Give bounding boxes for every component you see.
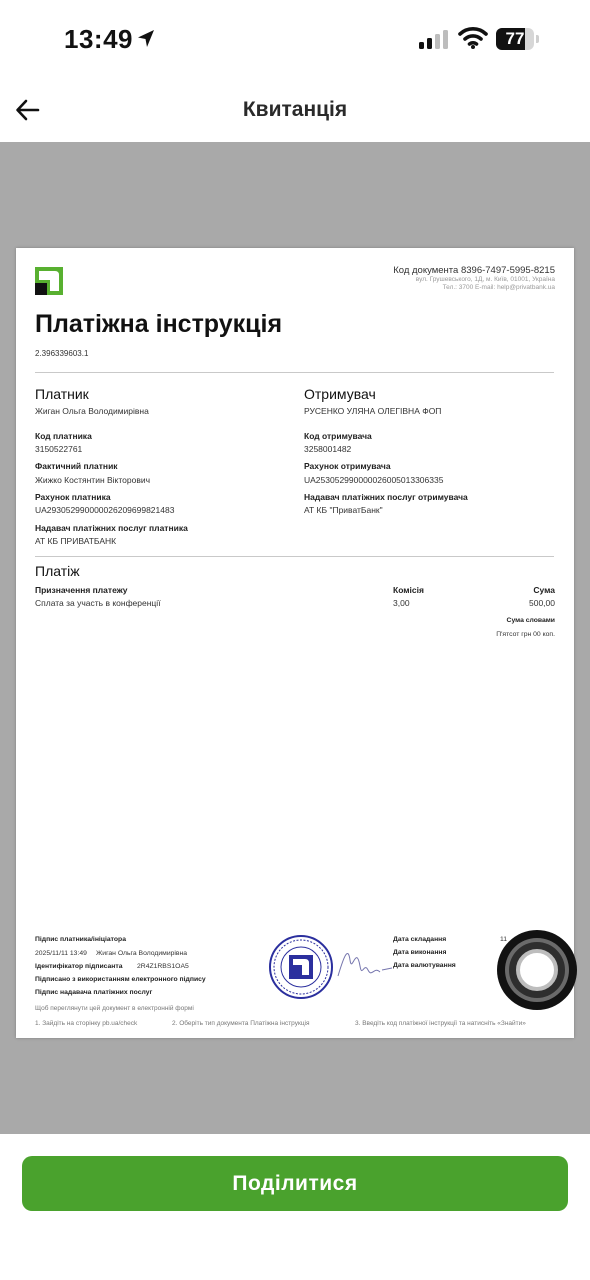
payer-provider: АТ КБ ПРИВАТБАНК [35,536,117,546]
payer-code: 3150522761 [35,444,83,454]
amount-value: 500,00 [529,598,555,608]
battery-cap [536,35,539,43]
page-title: Квитанція [242,98,348,121]
battery-icon [496,28,540,50]
recipient-provider: АТ КБ "ПриватБанк" [304,505,383,515]
divider [35,372,554,373]
instructions-intro: Щоб переглянути цей документ в електронній формі [35,1005,194,1012]
payer-name: Жиган Ольга Володимирівна [35,406,149,416]
assistive-touch-ring-mid [509,942,565,998]
signer-id-label: Ідентифікатор підписанта [35,963,123,970]
location-arrow-icon [136,28,156,50]
fee-value: 3,00 [393,598,410,608]
amount-label: Сума [533,585,555,595]
nav-bar [0,80,590,142]
assistive-touch-button[interactable] [497,930,577,1010]
document-title: Платіжна інструкція [35,310,283,338]
payer-account: UA293052990000026209699821483 [35,505,175,515]
battery-body [496,28,534,50]
amount-words-value: П'ятсот грн 00 коп. [496,631,555,638]
date-executed-label: Дата виконання [393,949,447,956]
instructions-step-3: 3. Введіть код платіжної інструкції та натисніть «Знайти» [355,1020,526,1027]
signer-name: Жиган Ольга Володимирівна [96,950,188,957]
signed-at: 2025/11/11 13:49 [35,950,87,957]
document-code: Код документа 8396-7497-5995-8215 [393,265,555,276]
recipient-code-label: Код отримувача [304,431,372,441]
bank-address: вул. Грушевського, 1Д, м. Київ, 01001, Україна [415,276,555,283]
actual-payer: Жижко Костянтин Вікторович [35,475,151,485]
receipt-document [16,248,574,1038]
date-created-label: Дата складання [393,936,447,943]
instructions-step-2: 2. Оберіть тип документа Платіжна інструкція [172,1020,310,1027]
wifi-icon [458,26,488,50]
provider-signature-label: Підпис надавача платіжних послуг [35,989,153,996]
recipient-code: 3258001482 [304,444,352,454]
signed-electronic-note: Підписано з використанням електронного підпису [35,976,206,983]
bank-contacts: Тел.: 3700 E-mail: help@privatbank.ua [442,284,555,291]
divider [35,556,554,557]
document-number: 2.396339603.1 [35,349,89,358]
date-created-value: 11 [500,936,508,943]
payer-code-label: Код платника [35,431,92,441]
recipient-heading: Отримувач [304,386,376,402]
payer-signature-label: Підпис платника/ініціатора [35,936,126,943]
instructions-step-1: 1. Зайдіть на сторінку pb.ua/check [35,1020,138,1027]
signature-scribble-icon [334,936,394,992]
signer-id: 2R4Z1RBS1OA5 [137,963,189,970]
assistive-touch-ring-icon [505,938,569,1002]
purpose-label: Призначення платежу [35,585,128,595]
payer-account-label: Рахунок платника [35,492,111,502]
payer-provider-label: Надавач платіжних послуг платника [35,523,188,533]
status-bar [0,0,590,80]
bank-stamp-icon [268,934,334,1000]
recipient-account: UA253052990000026005013306335 [304,475,444,485]
bottom-action-bar [0,1134,590,1280]
payment-heading: Платіж [35,563,80,579]
purpose-value: Сплата за участь в конференції [35,598,161,608]
battery-level-text: 77 [505,29,525,48]
recipient-account-label: Рахунок отримувача [304,461,391,471]
fee-label: Комісія [393,585,424,595]
signal-icon [418,30,450,50]
status-time: 13:49 [64,24,133,54]
recipient-name: РУСЕНКО УЛЯНА ОЛЕГІВНА ФОП [304,406,442,416]
amount-words-label: Сума словами [506,617,555,624]
date-value-label: Дата валютування [393,962,456,969]
share-button[interactable]: Поділитися [22,1156,568,1211]
payer-heading: Платник [35,386,89,402]
assistive-touch-center [516,949,558,991]
privatbank-logo-icon [35,267,63,295]
recipient-provider-label: Надавач платіжних послуг отримувача [304,492,468,502]
actual-payer-label: Фактичний платник [35,461,118,471]
